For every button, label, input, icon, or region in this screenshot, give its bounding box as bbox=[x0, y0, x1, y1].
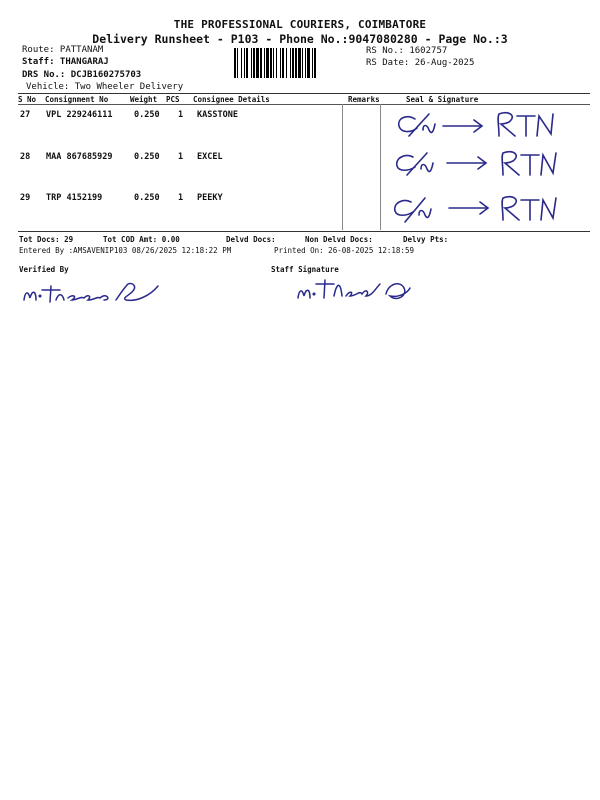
row-28-seal-signature bbox=[385, 145, 565, 183]
barcode-bar bbox=[241, 48, 242, 78]
barcode-image bbox=[234, 48, 362, 78]
row-29-seal-signature bbox=[385, 188, 565, 228]
non-delivered-docs: Non Delvd Docs: bbox=[305, 235, 373, 244]
barcode-bar bbox=[298, 48, 301, 78]
row-29-consignment: TRP 4152199 bbox=[46, 193, 103, 203]
barcode-bar bbox=[266, 48, 269, 78]
barcode-bar bbox=[280, 48, 281, 78]
col-header-seal: Seal & Signature bbox=[406, 95, 479, 104]
barcode-bar bbox=[290, 48, 291, 78]
col-header-consignee: Consignee Details bbox=[193, 95, 270, 104]
rs-date: RS Date: 26-Aug-2025 bbox=[366, 58, 475, 68]
barcode-bar bbox=[251, 48, 252, 78]
row-29-pcs: 1 bbox=[178, 193, 184, 203]
staff-label: Staff: THANGARAJ bbox=[22, 57, 109, 67]
barcode-bar bbox=[282, 48, 284, 78]
barcode-bar bbox=[286, 48, 287, 78]
barcode-bar bbox=[256, 48, 259, 78]
barcode-bar bbox=[234, 48, 236, 78]
row-27-sno: 27 bbox=[20, 110, 31, 120]
table-bottom-rule bbox=[18, 231, 590, 232]
barcode-bar bbox=[305, 48, 306, 78]
barcode-bar bbox=[244, 48, 245, 78]
staff-signature bbox=[296, 274, 436, 306]
rs-number: RS No.: 1602757 bbox=[366, 46, 448, 56]
total-cod-amount: Tot COD Amt: 0.00 bbox=[103, 235, 180, 244]
total-docs: Tot Docs: 29 bbox=[19, 235, 74, 244]
printed-on: Printed On: 26-08-2025 12:18:59 bbox=[274, 246, 414, 255]
company-title: THE PROFESSIONAL COURIERS, COIMBATORE bbox=[173, 18, 427, 31]
row-28-sno: 28 bbox=[20, 152, 31, 162]
barcode-bar bbox=[312, 48, 313, 78]
row-29-weight: 0.250 bbox=[134, 193, 160, 203]
barcode-bar bbox=[307, 48, 310, 78]
col-header-consignment: Consignment No bbox=[45, 95, 109, 104]
barcode-bar bbox=[273, 48, 274, 78]
entered-by: Entered By :AMSAVENIP103 08/26/2025 12:18:22 PM bbox=[19, 246, 232, 255]
drs-label: DRS No.: DCJB160275703 bbox=[22, 70, 142, 80]
row-29-consignee: PEEKY bbox=[197, 193, 223, 203]
row-27-seal-signature bbox=[385, 106, 565, 144]
table-top-rule bbox=[18, 93, 590, 94]
row-27-weight: 0.250 bbox=[134, 110, 160, 120]
runsheet-subtitle: Delivery Runsheet - P103 - Phone No.:9047080280 - Page No.:3 bbox=[92, 32, 508, 46]
barcode-bar bbox=[292, 48, 294, 78]
col-header-weight: Weight bbox=[130, 95, 158, 104]
delivery-points: Delvy Pts: bbox=[403, 235, 449, 244]
row-28-weight: 0.250 bbox=[134, 152, 160, 162]
row-27-consignee: KASSTONE bbox=[197, 110, 238, 120]
row-28-consignee: EXCEL bbox=[197, 152, 223, 162]
remarks-right-border bbox=[380, 104, 381, 230]
barcode-bar bbox=[246, 48, 248, 78]
row-29-sno: 29 bbox=[20, 193, 31, 203]
row-27-pcs: 1 bbox=[178, 110, 184, 120]
barcode-bar bbox=[237, 48, 238, 78]
route-label: Route: PATTANAM bbox=[22, 45, 104, 55]
barcode-bar bbox=[295, 48, 297, 78]
barcode-bar bbox=[276, 48, 277, 78]
header-rule bbox=[18, 104, 590, 105]
barcode-bar bbox=[260, 48, 262, 78]
barcode-bar bbox=[253, 48, 255, 78]
verified-by-label: Verified By bbox=[19, 265, 69, 274]
verified-by-signature bbox=[20, 278, 170, 310]
col-header-sno: S No bbox=[18, 95, 37, 104]
row-28-pcs: 1 bbox=[178, 152, 184, 162]
col-header-pcs: PCS bbox=[166, 95, 180, 104]
barcode-bar bbox=[314, 48, 316, 78]
remarks-left-border bbox=[342, 104, 343, 230]
row-28-consignment: MAA 867685929 bbox=[46, 152, 113, 162]
barcode-bar bbox=[302, 48, 303, 78]
barcode-bar bbox=[264, 48, 265, 78]
row-27-consignment: VPL 229246111 bbox=[46, 110, 113, 120]
delivered-docs: Delvd Docs: bbox=[226, 235, 276, 244]
barcode-bar bbox=[270, 48, 272, 78]
staff-signature-label: Staff Signature bbox=[271, 265, 339, 274]
col-header-remarks: Remarks bbox=[348, 95, 380, 104]
vehicle-label: Vehicle: Two Wheeler Delivery bbox=[26, 82, 184, 92]
